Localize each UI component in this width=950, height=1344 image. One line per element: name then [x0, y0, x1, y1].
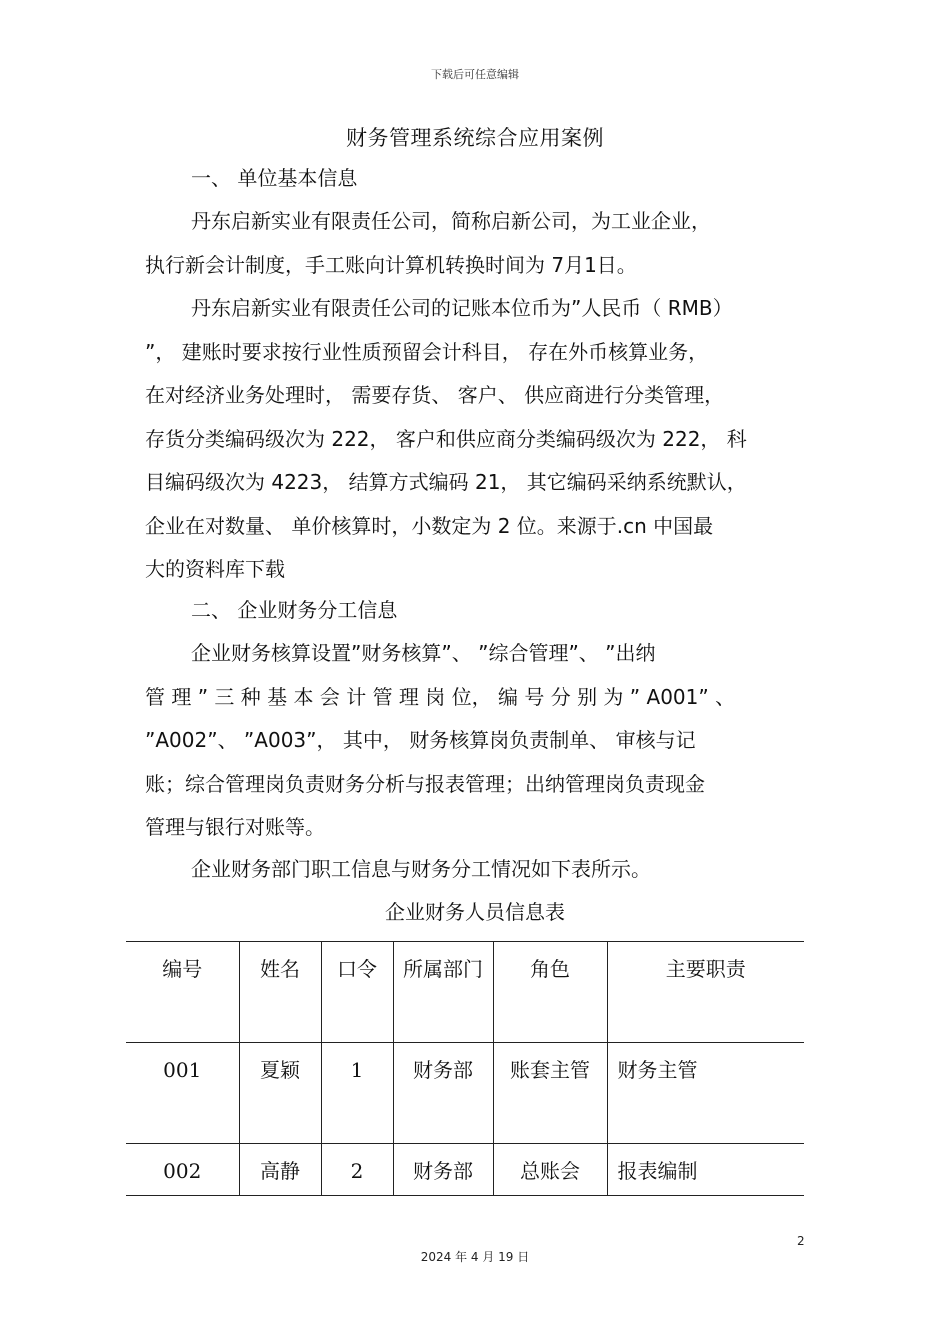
section-heading-2-text: 二、 企业财务分工信息: [191, 598, 398, 622]
paragraph-line: 丹东启新实业有限责任公司的记账本位币为”人民币（ RMB）: [191, 296, 733, 320]
table-cell: 财务部: [393, 1043, 493, 1144]
page-number: 2: [797, 1234, 805, 1248]
paragraph-line: 存货分类编码级次为 222， 客户和供应商分类编码级次为 222， 科: [145, 426, 747, 451]
table-cell: 2: [321, 1144, 393, 1196]
table-cell: 财务主管: [607, 1043, 804, 1144]
table-cell: 夏颖: [239, 1043, 321, 1144]
table-cell: 账套主管: [493, 1043, 607, 1144]
paragraph-line: 企业财务部门职工信息与财务分工情况如下表所示。: [191, 857, 651, 881]
paragraph-division-info: [145, 632, 805, 850]
section-heading-2: [145, 589, 805, 633]
paragraph-line: ”， 建账时要求按行业性质预留会计科目， 存在外币核算业务，: [145, 339, 709, 364]
section-heading-1-text: 一、 单位基本信息: [191, 166, 358, 190]
table-cell: 报表编制: [607, 1144, 804, 1196]
table-cell: 002: [126, 1144, 239, 1196]
paragraph-line: 目编码级次为 4223， 结算方式编码 21， 其它编码采纳系统默认，: [145, 470, 747, 494]
paragraph-line: 大的资料库下载: [145, 557, 285, 581]
paragraph-basic-info: [145, 200, 805, 287]
paragraph-line: 在对经济业务处理时， 需要存货、 客户、 供应商进行分类管理，: [145, 383, 725, 407]
table-row: [126, 1043, 804, 1144]
table-header-row: [126, 942, 804, 1043]
section-heading-1: [145, 157, 805, 201]
paragraph-table-intro: [145, 848, 805, 892]
paragraph-line: 丹东启新实业有限责任公司，简称启新公司，为工业企业，: [191, 209, 711, 233]
paragraph-line: 管 理 ” 三 种 基 本 会 计 管 理 岗 位， 编 号 分 别 为 ” A001” 、: [145, 684, 736, 709]
table-cell: 高静: [239, 1144, 321, 1196]
paragraph-line: 企业财务核算设置”财务核算”、 ”综合管理”、 ”出纳: [191, 641, 656, 665]
header-cell: 所属部门: [393, 942, 493, 1043]
header-cell: 编号: [126, 942, 239, 1043]
header-cell: 姓名: [239, 942, 321, 1043]
table-title: 企业财务人员信息表: [385, 900, 565, 924]
header-cell: 主要职责: [607, 942, 804, 1043]
table-row: [126, 1144, 804, 1196]
header-cell: 口令: [321, 942, 393, 1043]
paragraph-line: ”A002”、 ”A003”， 其中， 财务核算岗负责制单、 审核与记: [145, 728, 696, 752]
page-header: 下载后可任意编辑: [431, 68, 519, 81]
table-cell: 001: [126, 1043, 239, 1144]
document-title: 财务管理系统综合应用案例: [346, 126, 604, 150]
table-cell: 1: [321, 1043, 393, 1144]
paragraph-line: 管理与银行对账等。: [145, 815, 325, 839]
paragraph-line: 账；综合管理岗负责财务分析与报表管理；出纳管理岗负责现金: [145, 771, 705, 796]
paragraph-line: 企业在对数量、 单价核算时，小数定为 2 位。来源于.cn 中国最: [145, 513, 714, 538]
paragraph-line: 执行新会计制度，手工账向计算机转换时间为 7月1日。: [145, 252, 637, 277]
table-cell: 总账会: [493, 1144, 607, 1196]
header-cell: 角色: [493, 942, 607, 1043]
staff-info-table: [126, 941, 804, 1196]
table-cell: 财务部: [393, 1144, 493, 1196]
paragraph-currency-info: [145, 287, 805, 592]
page-footer-date: 2024 年 4 月 19 日: [420, 1250, 530, 1264]
